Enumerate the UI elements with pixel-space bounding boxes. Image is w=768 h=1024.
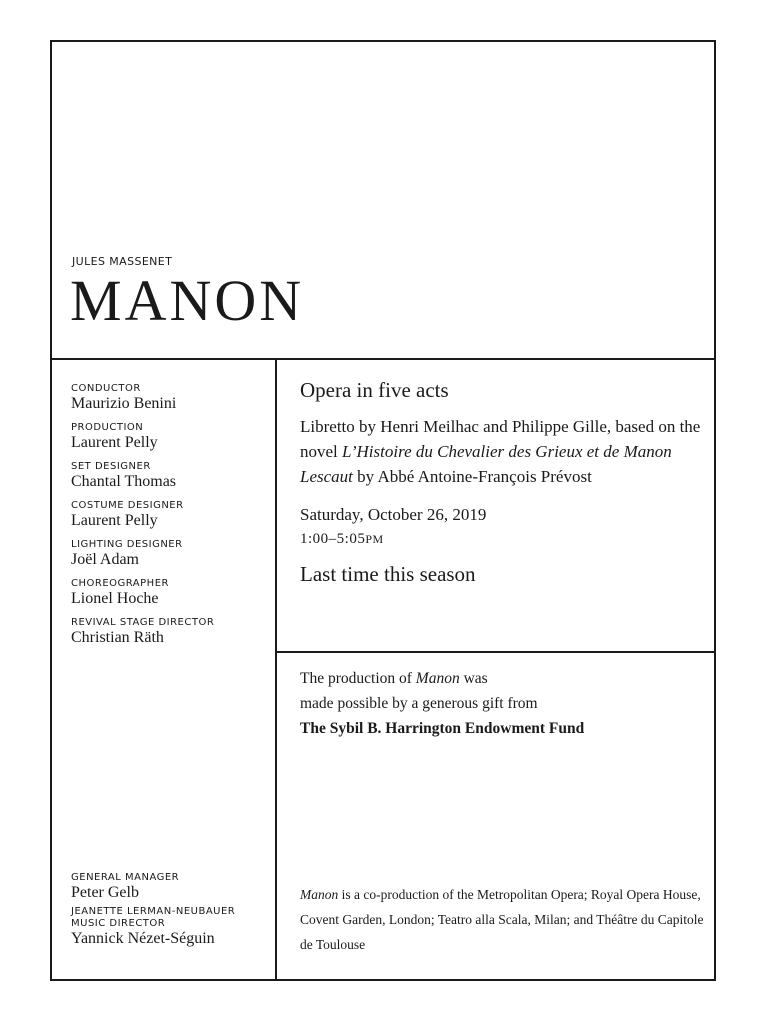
column-divider — [275, 358, 277, 981]
last-time-notice: Last time this season — [300, 562, 476, 586]
opera-title: MANON — [70, 268, 305, 333]
credit-name: Yannick Nézet-Séguin — [71, 930, 215, 947]
libretto-author: by Abbé Antoine-François Prévost — [352, 467, 592, 486]
gift-line-2: made possible by a generous gift from — [300, 695, 538, 712]
credit-music-director — [71, 906, 271, 948]
credit-costume-designer — [71, 500, 271, 530]
coproduction-note — [300, 882, 710, 957]
credit-name: Laurent Pelly — [71, 512, 158, 529]
gift-opera-title: Manon — [415, 670, 460, 687]
time-suffix: PM — [365, 532, 384, 546]
copro-opera-title: Manon — [300, 887, 339, 902]
credit-name: Chantal Thomas — [71, 473, 177, 490]
credit-name: Laurent Pelly — [71, 434, 158, 451]
credit-set-designer — [71, 461, 271, 491]
gift-text: The production of — [300, 670, 416, 687]
credit-name: Joël Adam — [71, 551, 139, 568]
credit-revival-director — [71, 617, 271, 647]
credit-role: CHOREOGRAPHER — [71, 578, 169, 589]
performance-date: Saturday, October 26, 2019 — [300, 505, 487, 524]
credit-name: Christian Räth — [71, 629, 164, 646]
credit-name: Maurizio Benini — [71, 395, 177, 412]
credit-role: PRODUCTION — [71, 422, 144, 433]
credit-name: Lionel Hoche — [71, 590, 159, 607]
credit-conductor — [71, 383, 271, 413]
credit-production — [71, 422, 271, 452]
novel-title: L’Histoire du Chevalier des Grieux et de Manon Lescaut — [300, 442, 672, 486]
libretto-credit — [300, 414, 705, 489]
credit-role: LIGHTING DESIGNER — [71, 539, 183, 550]
credit-role: REVIVAL STAGE DIRECTOR — [71, 617, 215, 628]
info-divider — [275, 651, 716, 653]
credits-list — [71, 383, 271, 656]
credit-role: COSTUME DESIGNER — [71, 500, 184, 511]
composer-name: JULES MASSENET — [72, 255, 173, 268]
copro-text: is a co-production of the Metropolitan Opera; Royal Opera House, Covent Garden, London; Teatro alla Scala, Milan; and Théâtre du Capitole de Toulouse — [300, 887, 704, 952]
credit-role: CONDUCTOR — [71, 383, 141, 394]
credit-choreographer — [71, 578, 271, 608]
gift-line-1 — [300, 666, 705, 691]
management-list — [71, 872, 271, 952]
performance-time — [300, 527, 705, 551]
credit-role: MUSIC DIRECTOR — [71, 918, 166, 929]
credit-lighting-designer — [71, 539, 271, 569]
time-range: 1:00–5:05 — [300, 531, 366, 547]
credit-name: Peter Gelb — [71, 884, 139, 901]
gift-acknowledgment — [300, 666, 705, 741]
header-divider — [50, 358, 716, 360]
opera-subtitle: Opera in five acts — [300, 378, 449, 402]
credit-role: SET DESIGNER — [71, 461, 151, 472]
credit-role: JEANETTE LERMAN-NEUBAUER — [71, 906, 236, 917]
performance-info — [300, 376, 705, 588]
credit-general-manager — [71, 872, 271, 902]
credit-role: GENERAL MANAGER — [71, 872, 180, 883]
libretto-text: Libretto by Henri Meilhac and Philippe Gille, based on the novel — [300, 417, 701, 461]
gift-text: was — [459, 670, 488, 687]
endowment-fund: The Sybil B. Harrington Endowment Fund — [300, 720, 585, 737]
